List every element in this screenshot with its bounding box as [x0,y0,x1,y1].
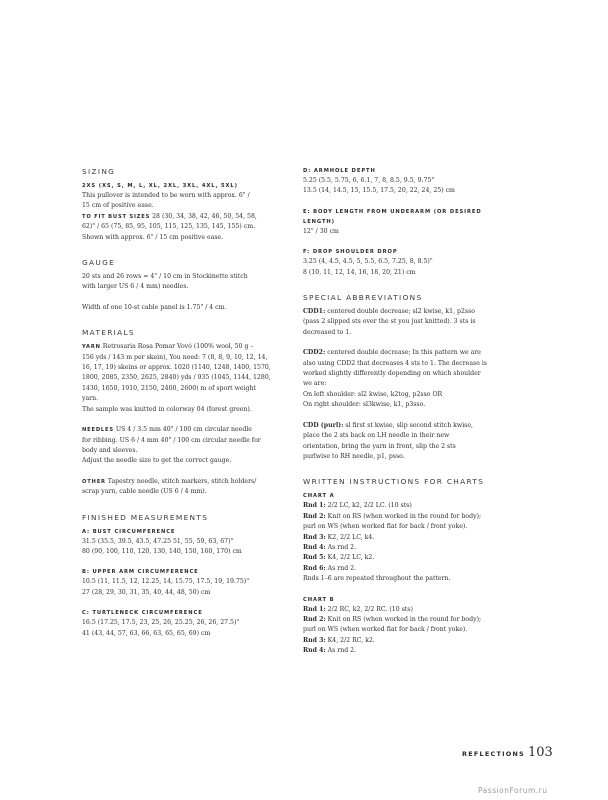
row-text: K2, 2/2 LC, k4. [325,533,375,541]
chart-a-row-2 [303,512,539,522]
row-term: Rnd 4: [303,543,326,551]
turtleneck-label: C: TURTLENECK CIRCUMFERENCE [82,610,203,617]
sizing-line-2: 15 cm of positive ease. [82,202,154,210]
row-text: purl on WS (when worked flat for back / front yoke). [303,523,468,531]
bust-circumference-label: A: BUST CIRCUMFERENCE [82,528,176,535]
chart-b-row-1 [303,605,539,615]
row-term: Rnd 2: [303,615,326,623]
fit-bust-line-2: Shown with approx. 6" / 15 cm positive ease. [82,233,224,241]
row-term: Rnd 3: [303,533,326,541]
row-text: 2/2 RC, k2, 2/2 RC. (10 sts) [325,605,413,613]
chart-a-row-8 [303,574,539,584]
fit-bust-label: TO FIT BUST SIZES [82,213,151,220]
yarn-line-5: yarn. [82,395,99,403]
row-term: Rnd 1: [303,502,326,510]
row-text: 2/2 LC, k2, 2/2 LC. (10 sts) [325,502,412,510]
cdd2-line-1: also using CDD2 that decreases 4 sts to 1. The decrease is [303,359,487,367]
cdd-purl-paragraph [303,421,539,431]
cdd2-paragraph [303,348,539,358]
cdd2-line-2: worked slightly differently depending on which shoulder [303,370,481,378]
yarn-line-2: 16, 17, 19) skeins or approx. 1020 (1140, 1248, 1400, 1570, [82,364,271,372]
cdd-purl-term: CDD (purl): [303,421,344,429]
cdd-purl-line-3: purlwise to RH needle, p1, psso. [303,452,405,460]
row-text: Rnds 1–6 are repeated throughout the pattern. [303,575,451,583]
row-term: Rnd 5: [303,554,326,562]
needles-label: NEEDLES [82,427,114,434]
chart-a-row-5 [303,543,539,553]
yarn-paragraph [82,342,292,352]
turtleneck-line-2: 41 (43, 44, 57, 63, 66, 63, 65, 65, 69) cm [82,629,211,637]
yarn-line-1: 156 yds / 143 m per skein), You need: 7 (8, 8, 9, 10, 12, 14, [82,353,268,361]
row-text: K4, 2/2 LC, k2. [325,554,375,562]
chart-b-row-5 [303,646,539,656]
cdd1-first: centered double decrease; sl2 kwise, k1, p2sso [325,308,475,316]
other-paragraph [82,477,292,487]
row-text: As rnd 2. [325,647,357,655]
upper-arm-line-2: 27 (28, 29, 30, 31, 35, 40, 44, 48, 50) cm [82,588,211,596]
drop-shoulder-line-2: 8 (10, 11, 12, 14, 16, 18, 20, 21) cm [303,268,416,276]
watermark: PassionForum.ru [478,786,548,795]
yarn-line-3: 1800, 2085, 2350, 2625, 2840) yds / 935 (1045, 1144, 1280, [82,374,271,382]
cdd2-term: CDD2: [303,349,326,357]
chart-a-row-1 [303,501,539,511]
row-term: Rnd 1: [303,605,326,613]
materials-heading: MATERIALS [82,328,135,338]
needles-line-2: body and sleeves. [82,446,138,454]
body-length-label-1: E: BODY LENGTH FROM UNDERARM (OR DESIRED [303,208,482,215]
row-term: Rnd 6: [303,564,326,572]
row-term: Rnd 4: [303,647,326,655]
armhole-line-2: 13.5 (14, 14.5, 15, 15.5, 17.5, 20, 22, 24, 25) cm [303,187,455,195]
chart-b-label: CHART B [303,596,335,603]
chart-b-row-3 [303,625,539,635]
fit-bust-first: 28 (30, 34, 38, 42, 46, 50, 54, 58, [150,212,257,220]
sizes-list: 2XS (XS, S, M, L, XL, 2XL, 3XL, 4XL, 5XL) [82,183,238,189]
chart-a-row-7 [303,564,539,574]
chart-a-label: CHART A [303,493,335,500]
row-term: Rnd 2: [303,512,326,520]
sizing-line-1: This pullover is intended to be worn with approx. 6" / [82,192,250,199]
row-text: K4, 2/2 RC, k2. [325,636,375,644]
chart-a-row-4 [303,533,539,543]
drop-shoulder-label: F: DROP SHOULDER DROP [303,249,398,256]
cdd2-line-4: On left shoulder: sl2 kwise, k2tog, p2sso OR [303,390,443,398]
other-first: Tapestry needle, stitch markers, stitch holders/ [105,477,257,485]
left-column [82,166,292,639]
cdd1-term: CDD1: [303,308,326,316]
armhole-depth-label: D: ARMHOLE DEPTH [303,168,376,174]
fit-bust-line-1: 62)" / 65 (75, 85, 95, 105, 115, 125, 135, 145, 155) cm. [82,223,256,231]
right-column [303,166,539,657]
cdd1-paragraph [303,307,539,317]
cdd-purl-first: sl first st kwise, slip second stitch kwise, [343,421,473,429]
cdd-purl-line-1: place the 2 sts back on LH needle in their new [303,432,450,440]
cdd2-first: centered double decrease; In this pattern we are [325,349,481,357]
needles-line-1: for ribbing. US 6 / 4 mm 40" / 100 cm circular needle for [82,436,261,444]
row-text: Knit on RS (when worked in the round for body); [325,615,482,623]
gauge-heading: GAUGE [82,258,116,268]
gauge-width-line: Width of one 10-st cable panel is 1.75" / 4 cm. [82,303,227,311]
cdd1-line-1: (pass 2 slipped sts over the st you just knitted). 3 sts is [303,318,476,326]
page-number: 103 [528,745,553,760]
bust-line-1: 31.5 (35.5, 39.5, 43.5, 47.25 51, 55, 59, 63, 67)" [82,537,234,545]
armhole-line-1: 5.25 (5.5, 5.75, 6, 6.1, 7, 8, 8.5, 9.5, 9.75" [303,177,435,184]
upper-arm-label: B: UPPER ARM CIRCUMFERENCE [82,569,199,576]
chart-a-row-6 [303,553,539,563]
chart-b-row-4 [303,636,539,646]
yarn-label: YARN [82,344,101,351]
footer-section-label: REFLECTIONS [462,750,525,758]
drop-shoulder-line-1: 3.25 (4, 4.5, 4.5, 5, 5.5, 6.5, 7.25, 8, 8.5)" [303,258,433,266]
cdd1-line-2: decreased to 1. [303,328,352,336]
finished-heading: FINISHED MEASUREMENTS [82,512,209,522]
body-length-line-1: 12" / 30 cm [303,227,339,235]
turtleneck-line-1: 16.5 (17.25, 17.5, 23, 25, 26, 25.25, 26, 26, 27.5)" [82,619,240,627]
cdd2-line-3: we are: [303,380,327,388]
row-text: As rnd 2. [325,564,357,572]
body-length-label-2: LENGTH) [303,218,335,225]
row-text: As rnd 2. [325,543,357,551]
yarn-line-6: The sample was knitted in colorway 04 (forest green). [82,405,252,413]
yarn-line-4: 1430, 1650, 1910, 2150, 2400, 2600) m of sport weight [82,384,256,392]
needles-paragraph [82,425,292,435]
chart-a-row-3 [303,522,539,532]
chart-b-row-2 [303,615,539,625]
needles-line-3: Adjust the needle size to get the correct gauge. [82,457,232,465]
other-line-1: scrap yarn, cable needle (US 6 / 4 mm). [82,488,207,496]
yarn-first: Retrosaria Rosa Pomar Vovó (100% wool, 50 g – [100,343,254,351]
row-text: purl on WS (when worked flat for back / front yoke). [303,626,468,634]
other-label: OTHER [82,478,106,485]
cdd2-line-5: On right shoulder: sl3kwise, k1, p3sso. [303,401,426,409]
gauge-line-1: 20 sts and 26 rows = 4" / 10 cm in Stockinette stitch [82,273,248,281]
needles-first: US 4 / 3.5 mm 40" / 100 cm circular needle [113,426,252,434]
gauge-line-2: with larger US 6 / 4 mm) needles. [82,283,189,291]
sizing-heading: SIZING [82,167,116,176]
bust-line-2: 80 (90, 100, 110, 120, 130, 140, 150, 160, 170) cm [82,547,242,555]
written-instructions-heading: WRITTEN INSTRUCTIONS FOR CHARTS [303,477,485,487]
abbreviations-heading: SPECIAL ABBREVIATIONS [303,293,423,303]
cdd-purl-line-2: orientation, bring the yarn in front, slip the 2 sts [303,442,456,450]
row-text: Knit on RS (when worked in the round for body); [325,512,482,520]
upper-arm-line-1: 10.5 (11, 11.5, 12, 12.25, 14, 15.75, 17.5, 19, 19.75)" [82,578,250,586]
fit-bust-paragraph [82,212,292,222]
row-term: Rnd 3: [303,636,326,644]
